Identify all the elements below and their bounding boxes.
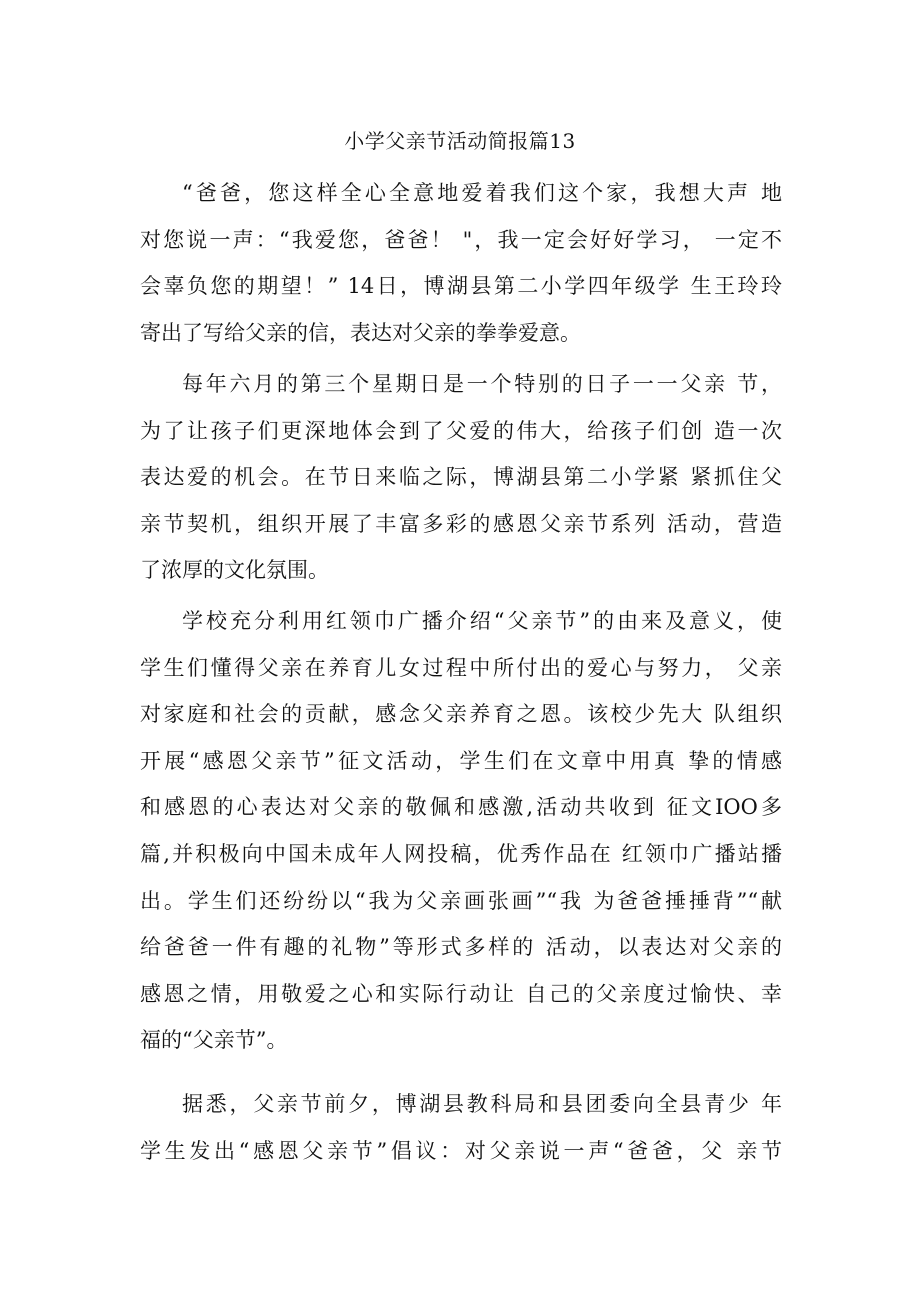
paragraph-2: [140, 361, 782, 594]
text-line: 学生发出“感恩父亲节”倡议：对父亲说一声“爸爸，父 亲节: [140, 1138, 782, 1163]
text-line: 出。学生们还纷纷以“我为父亲画张画”“我 为爸爸捶捶背”“献: [140, 888, 782, 913]
text-line: 感恩之情，用敬爱之心和实际行动让 自己的父亲度过愉快、幸: [140, 981, 782, 1006]
text-line: 开展“感恩父亲节”征文活动，学生们在文章中用真 挚的情感: [140, 748, 782, 773]
text-line: 对家庭和社会的贡献，感念父亲养育之恩。该校少先大 队组织: [140, 702, 782, 727]
text-line: 寄出了写给父亲的信，表达对父亲的拳拳爱意。: [140, 320, 581, 345]
paragraph-3: [140, 598, 782, 1064]
text-line: 学生们懂得父亲在养育儿女过程中所付出的爱心与努力， 父亲: [140, 655, 782, 680]
text-line: 篇,并积极向中国未成年人网投稿，优秀作品在 红领巾广播站播: [140, 841, 782, 866]
text-line: 了浓厚的文化氛围。: [140, 558, 329, 583]
text-line: “爸爸，您这样全心全意地爱着我们这个家，我想大声 地: [182, 181, 782, 205]
text-line: 学校充分利用红领巾广播介绍“父亲节”的由来及意义，使: [182, 609, 782, 633]
text-line: 为了让孩子们更深地体会到了父爱的伟大，给孩子们创 造一次: [140, 418, 782, 443]
text-line: 亲节契机，组织开展了丰富多彩的感恩父亲节系列 活动，营造: [140, 511, 782, 536]
text-line: 表达爱的机会。在节日来临之际，博湖县第二小学紧 紧抓住父: [140, 465, 782, 490]
paragraph-4: [140, 1081, 782, 1174]
text-line: 据悉，父亲节前夕，博湖县教科局和县团委向全县青少 年: [182, 1092, 782, 1116]
text-line: 给爸爸一件有趣的礼物”等形式多样的 活动，以表达对父亲的: [140, 935, 782, 960]
text-line: 福的“父亲节”。: [140, 1028, 288, 1053]
paragraph-1: [140, 170, 782, 356]
text-line: 每年六月的第三个星期日是一个特别的日子一一父亲 节，: [182, 372, 782, 396]
text-line: 对您说一声：“我爱您，爸爸！ "，我一定会好好学习， 一定不: [140, 227, 782, 252]
text-line: 会辜负您的期望！” 14日，博湖县第二小学四年级学 生王玲玲: [140, 274, 782, 299]
document-title: 小学父亲节活动简报篇13: [344, 129, 576, 153]
text-line: 和感恩的心表达对父亲的敬佩和感激,活动共收到 征文IOO多: [140, 795, 782, 820]
